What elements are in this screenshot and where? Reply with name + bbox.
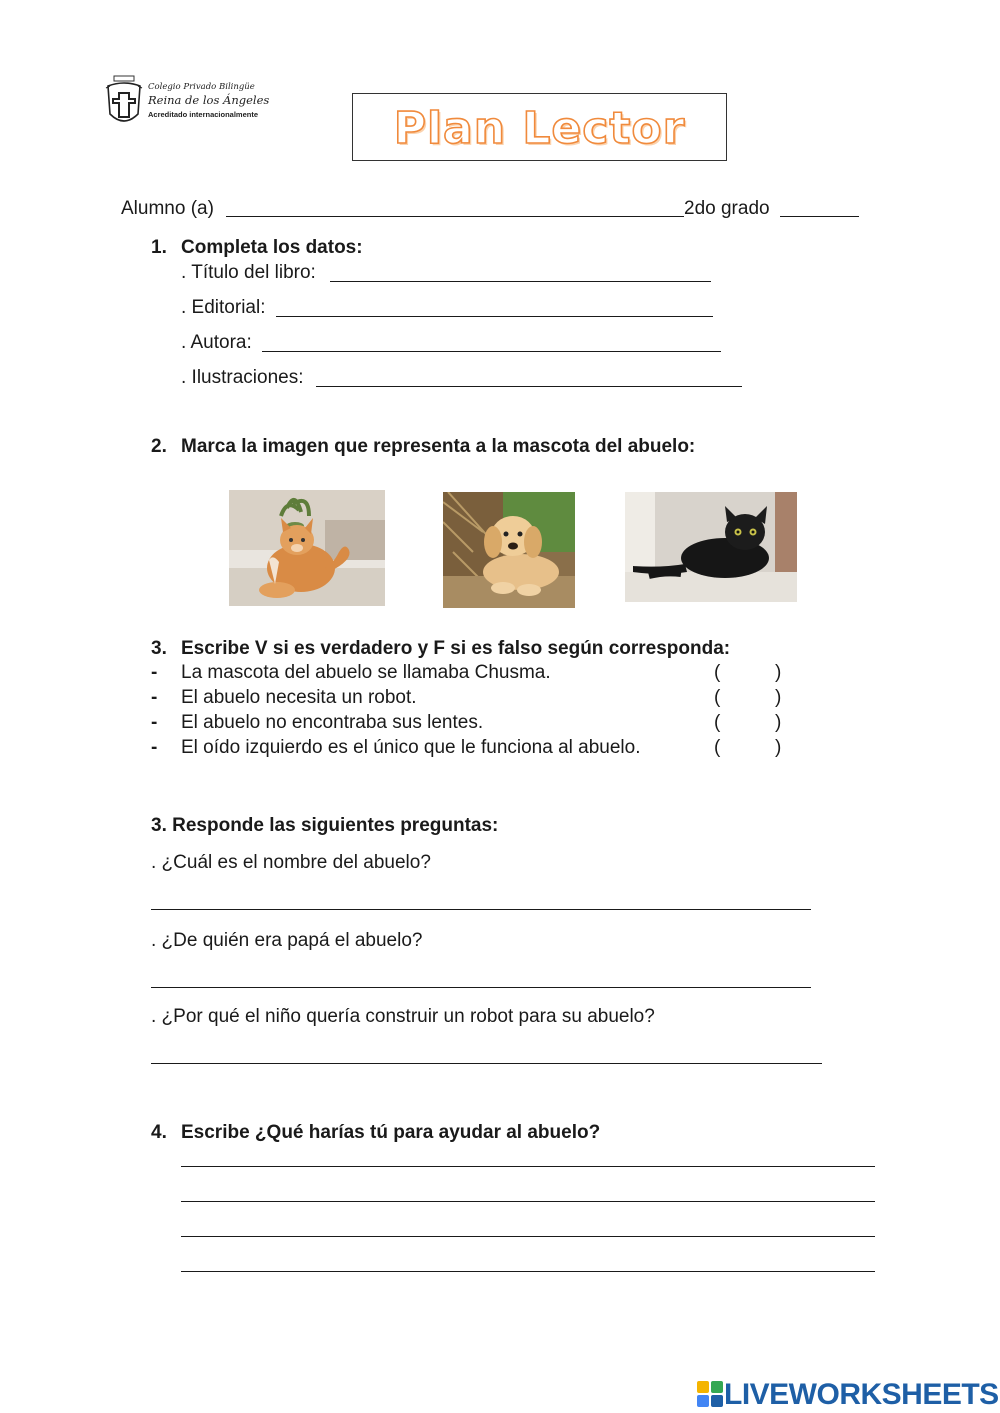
black-cat-image[interactable] xyxy=(625,492,797,602)
field-label-publisher: . Editorial: xyxy=(181,297,266,318)
logo-line-2: Reina de los Ángeles xyxy=(148,93,270,107)
student-label: Alumno (a) xyxy=(121,198,214,219)
school-logo xyxy=(104,72,270,132)
answer-line-3[interactable] xyxy=(151,1063,822,1064)
section-4-number: 4. xyxy=(151,1122,167,1143)
grade-label: 2do grado xyxy=(684,198,770,219)
answer-paren-open: ( xyxy=(714,737,721,758)
essay-line-1[interactable] xyxy=(181,1166,875,1167)
field-label-illustrations: . Ilustraciones: xyxy=(181,367,304,388)
answer-paren-open: ( xyxy=(714,687,721,708)
section-3-number: 3. xyxy=(151,638,167,659)
section-2-number: 2. xyxy=(151,436,167,457)
page-title: Plan Lector xyxy=(393,103,686,154)
answer-paren-close: ) xyxy=(775,687,782,708)
book-title-field[interactable] xyxy=(330,281,711,282)
section-3b-heading: 3. Responde las siguientes preguntas: xyxy=(151,815,499,836)
statement-4: El oído izquierdo es el único que le funciona al abuelo. xyxy=(181,737,641,758)
title-box xyxy=(352,93,727,161)
answer-box-4[interactable] xyxy=(726,737,772,759)
section-3-heading: Escribe V si es verdadero y F si es falso según corresponda: xyxy=(181,638,731,659)
essay-line-4[interactable] xyxy=(181,1271,875,1272)
question-3: . ¿Por qué el niño quería construir un robot para su abuelo? xyxy=(151,1006,655,1027)
answer-box-1[interactable] xyxy=(726,662,772,684)
answer-line-2[interactable] xyxy=(151,987,811,988)
answer-paren-open: ( xyxy=(714,662,721,683)
statement-bullet: - xyxy=(151,737,158,758)
statement-bullet: - xyxy=(151,687,158,708)
section-1-number: 1. xyxy=(151,237,167,258)
answer-paren-close: ) xyxy=(775,712,782,733)
question-1: . ¿Cuál es el nombre del abuelo? xyxy=(151,852,431,873)
orange-cat-image[interactable] xyxy=(229,490,385,606)
school-crest-icon xyxy=(104,74,144,130)
statement-1: La mascota del abuelo se llamaba Chusma. xyxy=(181,662,551,683)
field-label-author: . Autora: xyxy=(181,332,252,353)
student-name-field[interactable] xyxy=(226,216,684,217)
answer-paren-open: ( xyxy=(714,712,721,733)
field-label-title: . Título del libro: xyxy=(181,262,316,283)
essay-line-3[interactable] xyxy=(181,1236,875,1237)
author-field[interactable] xyxy=(262,351,721,352)
brand-name: LIVEWORKSHEETS xyxy=(724,1378,999,1411)
liveworksheets-logo-icon xyxy=(697,1381,723,1407)
answer-paren-close: ) xyxy=(775,662,782,683)
essay-line-2[interactable] xyxy=(181,1201,875,1202)
golden-puppy-image[interactable] xyxy=(443,492,575,608)
logo-line-3: Acreditado internacionalmente xyxy=(148,110,259,119)
answer-box-3[interactable] xyxy=(726,712,772,734)
statement-bullet: - xyxy=(151,712,158,733)
liveworksheets-brand xyxy=(697,1377,997,1411)
grade-field[interactable] xyxy=(780,216,859,217)
logo-line-1: Colegio Privado Bilingüe xyxy=(148,82,255,92)
statement-2: El abuelo necesita un robot. xyxy=(181,687,417,708)
section-2-heading: Marca la imagen que representa a la mascota del abuelo: xyxy=(181,436,696,457)
question-2: . ¿De quién era papá el abuelo? xyxy=(151,930,423,951)
section-4-heading: Escribe ¿Qué harías tú para ayudar al abuelo? xyxy=(181,1122,601,1143)
statement-3: El abuelo no encontraba sus lentes. xyxy=(181,712,484,733)
answer-line-1[interactable] xyxy=(151,909,811,910)
statement-bullet: - xyxy=(151,662,158,683)
answer-paren-close: ) xyxy=(775,737,782,758)
illustrations-field[interactable] xyxy=(316,386,742,387)
answer-box-2[interactable] xyxy=(726,687,772,709)
publisher-field[interactable] xyxy=(276,316,713,317)
section-1-heading: Completa los datos: xyxy=(181,237,363,258)
